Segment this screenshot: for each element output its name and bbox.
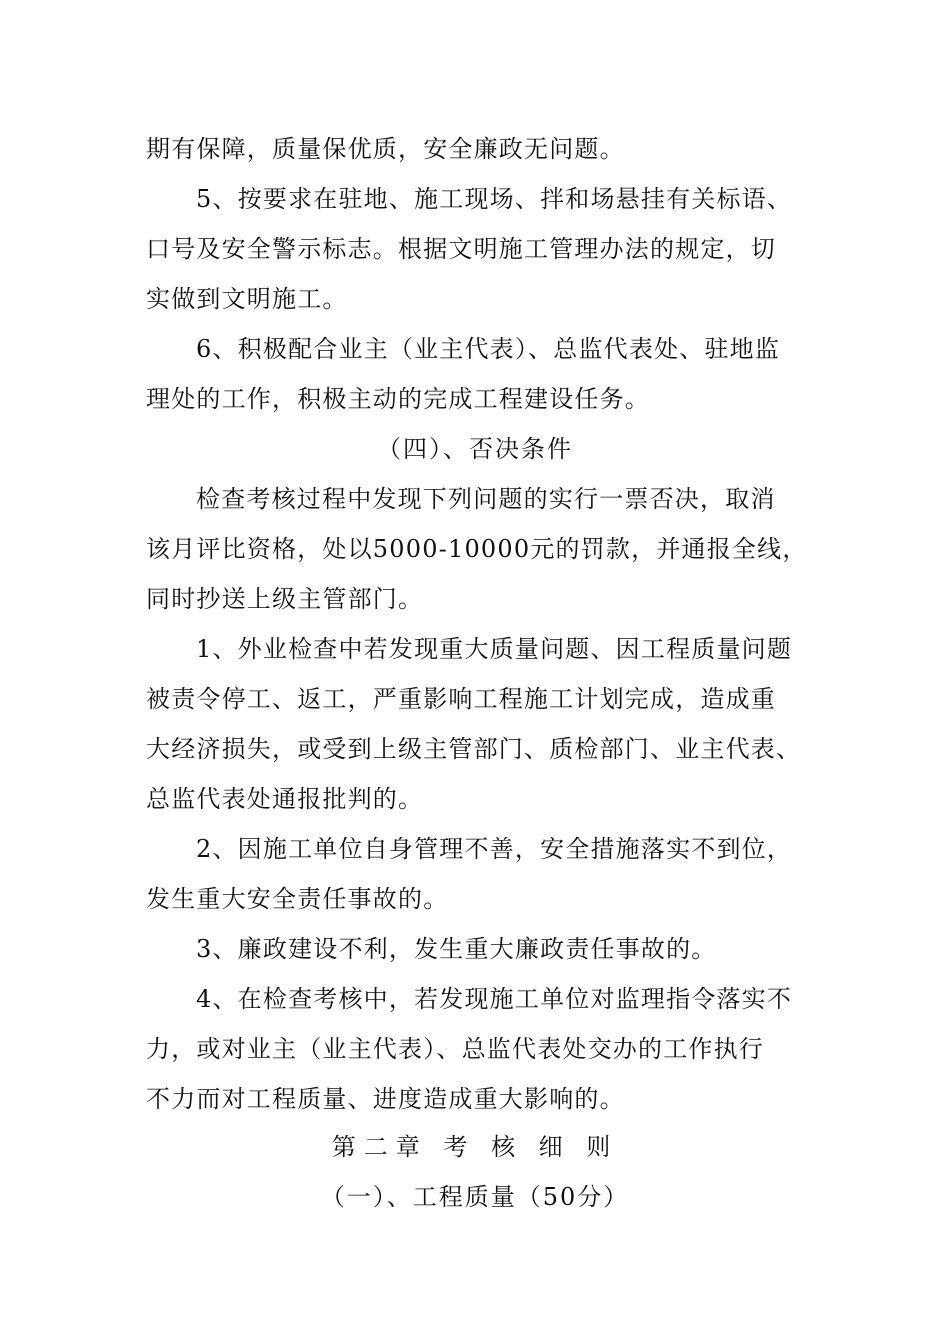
paragraph-line: 实做到文明施工。 bbox=[146, 285, 348, 313]
chapter-heading: 第二章 考 核 细 则 bbox=[331, 1133, 619, 1161]
paragraph-line: 该月评比资格，处以5000-10000元的罚款，并通报全线， bbox=[146, 535, 808, 563]
paragraph-line: 不力而对工程质量、进度造成重大影响的。 bbox=[146, 1085, 625, 1113]
paragraph-line: 6、积极配合业主（业主代表）、总监代表处、驻地监 bbox=[196, 335, 781, 363]
paragraph-line: 5、按要求在驻地、施工现场、拌和场悬挂有关标语、 bbox=[196, 185, 793, 213]
paragraph-line: 大经济损失，或受到上级主管部门、质检部门、业主代表、 bbox=[146, 735, 802, 763]
paragraph-line: 理处的工作，积极主动的完成工程建设任务。 bbox=[146, 385, 650, 413]
paragraph-line: 口号及安全警示标志。根据文明施工管理办法的规定，切 bbox=[146, 235, 776, 263]
paragraph-line: 发生重大安全责任事故的。 bbox=[146, 885, 449, 913]
paragraph-line: 4、在检查考核中，若发现施工单位对监理指令落实不 bbox=[196, 985, 793, 1013]
paragraph-line: 2、因施工单位自身管理不善，安全措施落实不到位， bbox=[196, 835, 793, 863]
paragraph-line: 1、外业检查中若发现重大质量问题、因工程质量问题 bbox=[196, 635, 793, 663]
section-heading: （四）、否决条件 bbox=[377, 435, 573, 463]
paragraph-line: 检查考核过程中发现下列问题的实行一票否决，取消 bbox=[196, 485, 776, 513]
paragraph-line: 期有保障，质量保优质，安全廉政无问题。 bbox=[146, 135, 625, 163]
paragraph-line: 3、廉政建设不利，发生重大廉政责任事故的。 bbox=[196, 935, 717, 963]
paragraph-line: 总监代表处通报批判的。 bbox=[146, 785, 424, 813]
paragraph-line: 力，或对业主（业主代表）、总监代表处交办的工作执行 bbox=[146, 1035, 764, 1063]
paragraph-line: 被责令停工、返工，严重影响工程施工计划完成，造成重 bbox=[146, 685, 776, 713]
paragraph-line: 同时抄送上级主管部门。 bbox=[146, 585, 424, 613]
section-heading: （一）、工程质量（50分） bbox=[320, 1183, 630, 1211]
